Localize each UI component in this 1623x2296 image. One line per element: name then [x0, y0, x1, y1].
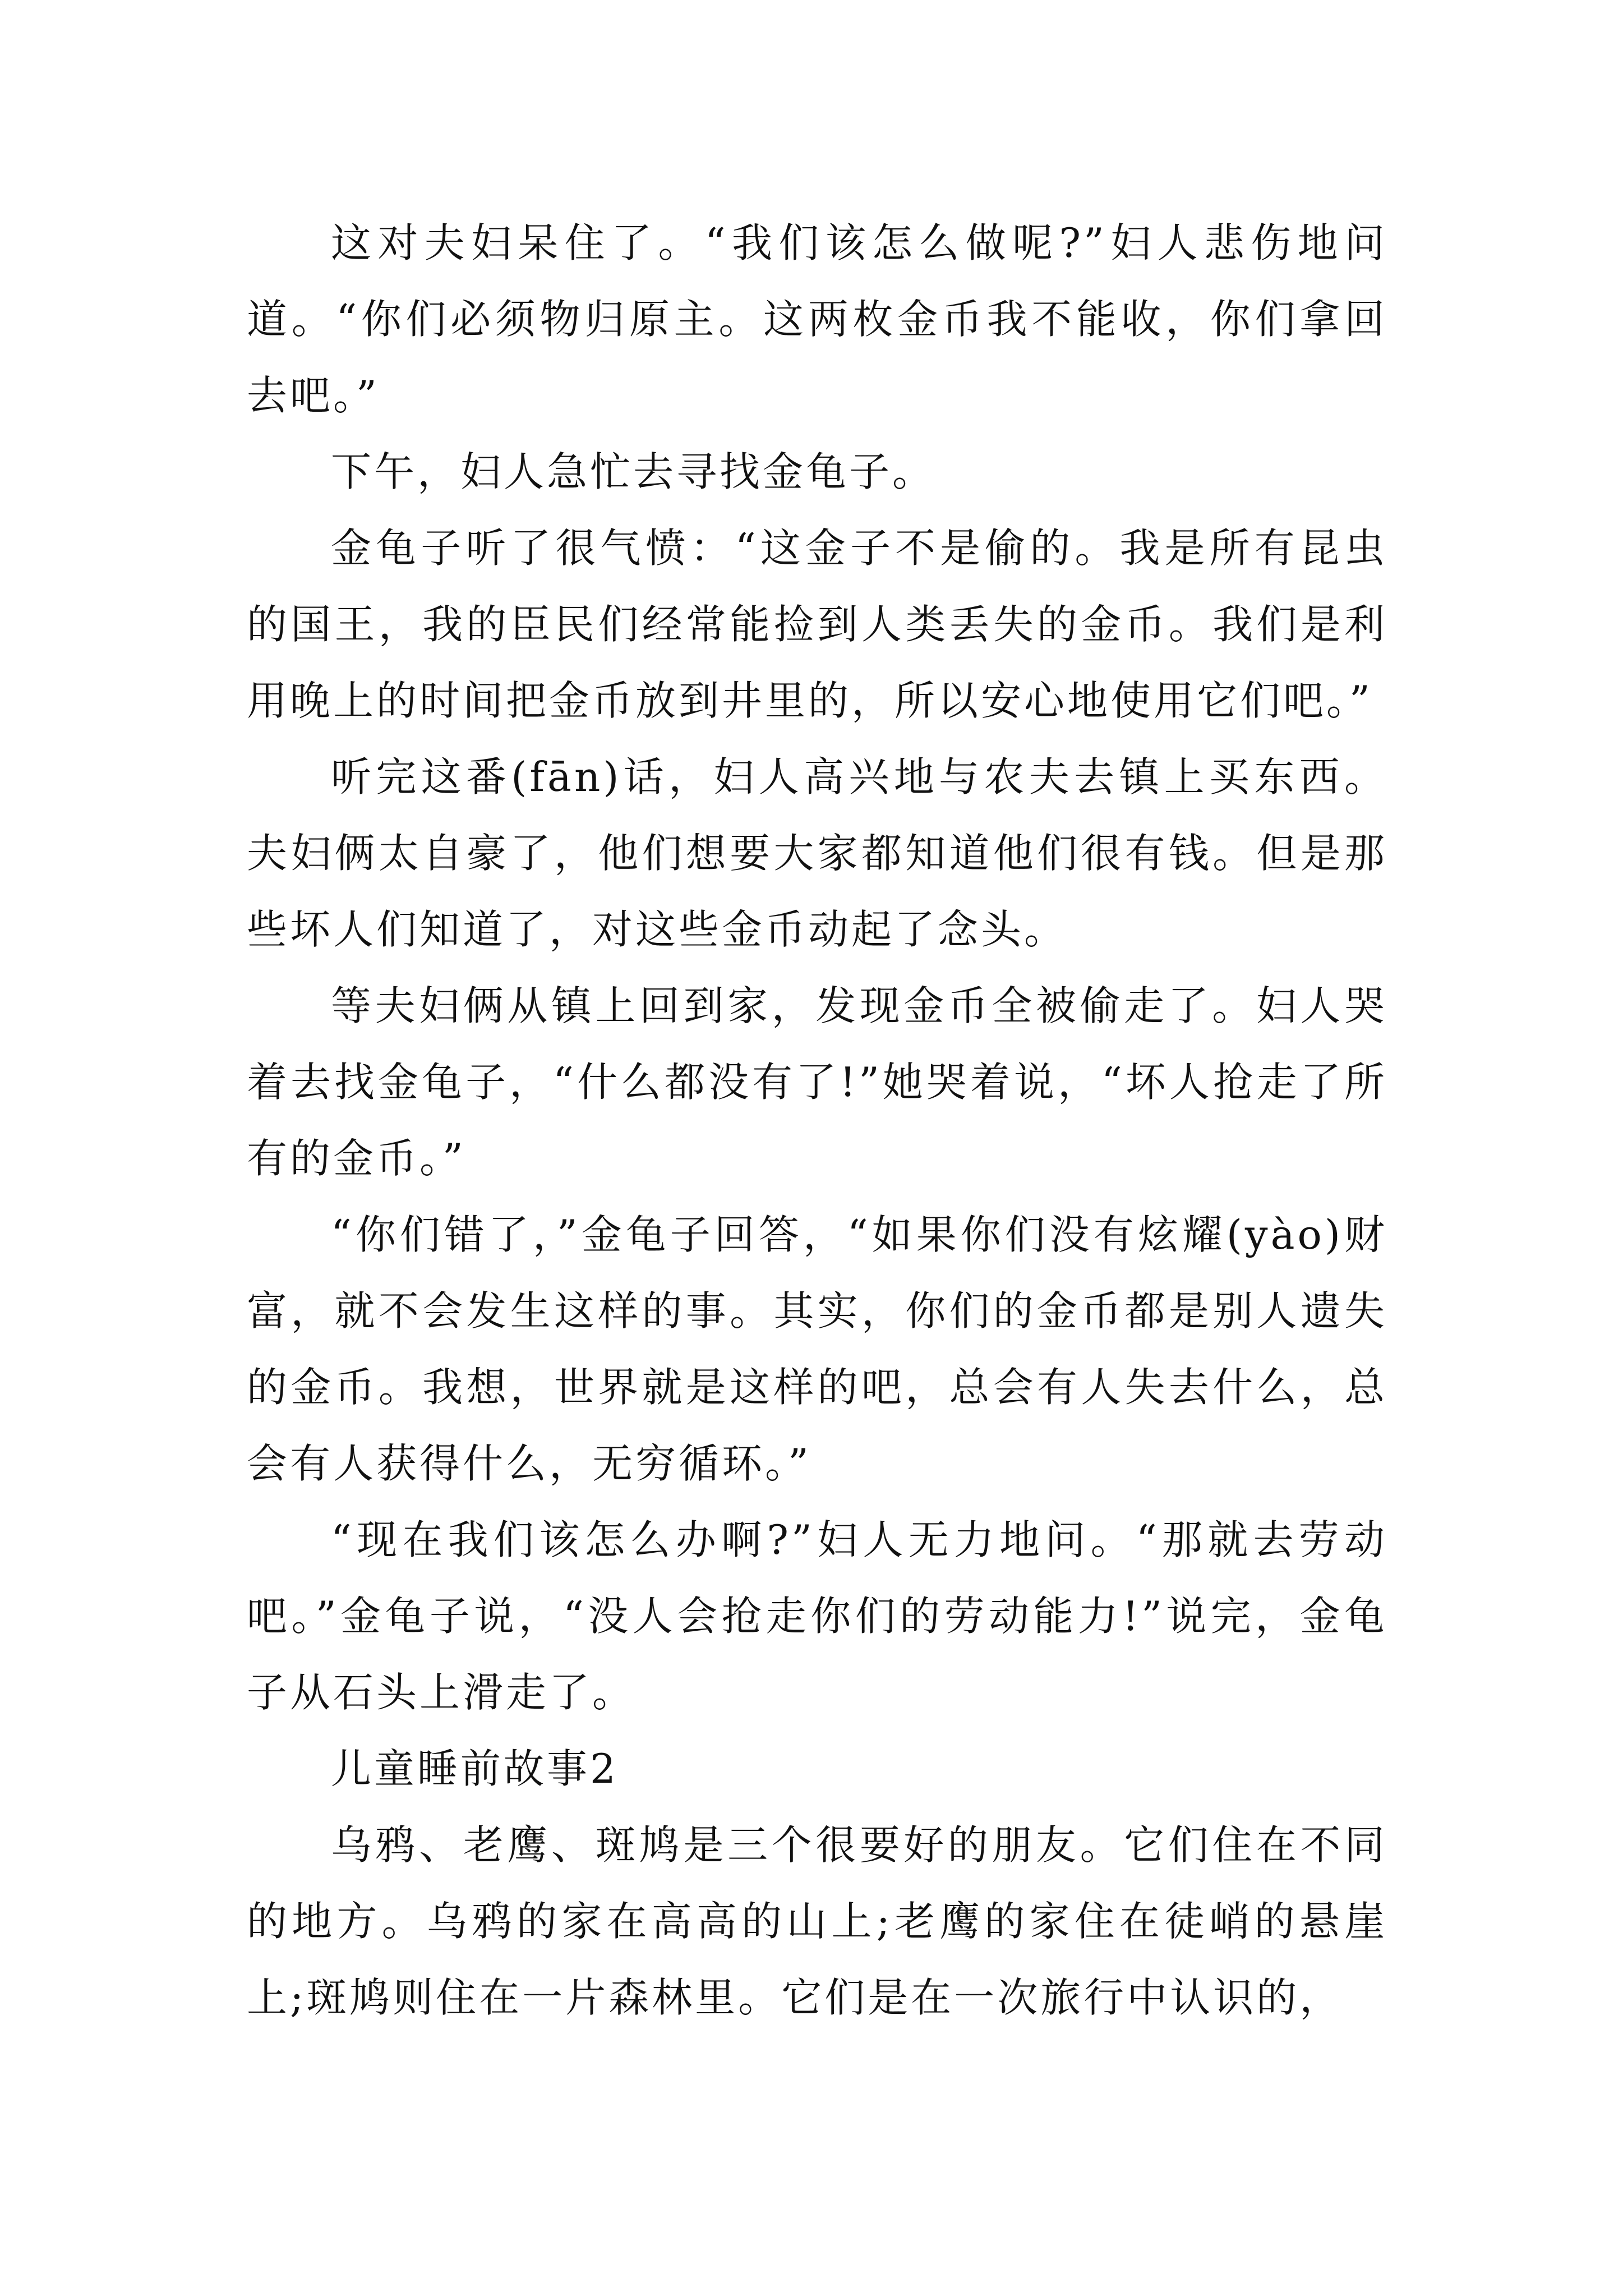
- paragraph-4: 听完这番(fān)话，妇人高兴地与农夫去镇上买东西。夫妇俩太自豪了，他们想要大家都知道他们很有钱。但是那些坏人们知道了，对这些金币动起了念头。: [247, 753, 1387, 953]
- paragraph-8: 乌鸦、老鹰、斑鸠是三个很要好的朋友。它们住在不同的地方。乌鸦的家在高高的山上;老鹰的家住在徒峭的悬崖上;斑鸠则住在一片森林里。它们是在一次旅行中认识的，: [247, 1821, 1387, 2021]
- paragraph-1: 这对夫妇呆住了。“我们该怎么做呢?”妇人悲伤地问道。“你们必须物归原主。这两枚金币我不能收，你们拿回去吧。”: [247, 219, 1387, 419]
- paragraph-7: “现在我们该怎么办啊?”妇人无力地问。“那就去劳动吧。”金龟子说，“没人会抢走你们的劳动能力!”说完，金龟子从石头上滑走了。: [247, 1516, 1387, 1716]
- paragraph-2: 下午，妇人急忙去寻找金龟子。: [331, 448, 936, 495]
- paragraph-6: “你们错了，”金龟子回答，“如果你们没有炫耀(yào)财富，就不会发生这样的事。其实，你们的金币都是别人遗失的金币。我想，世界就是这样的吧，总会有人失去什么，总会有人获得什么，无穷循环。”: [247, 1211, 1387, 1487]
- paragraph-3: 金龟子听了很气愤：“这金子不是偷的。我是所有昆虫的国王，我的臣民们经常能捡到人类丢失的金币。我们是利用晚上的时间把金币放到井里的，所以安心地使用它们吧。”: [247, 524, 1387, 724]
- section-heading: 儿童睡前故事2: [331, 1745, 619, 1792]
- document-body: [247, 205, 1387, 2036]
- paragraph-5: 等夫妇俩从镇上回到家，发现金币全被偷走了。妇人哭着去找金龟子，“什么都没有了!”她哭着说，“坏人抢走了所有的金币。”: [247, 982, 1387, 1182]
